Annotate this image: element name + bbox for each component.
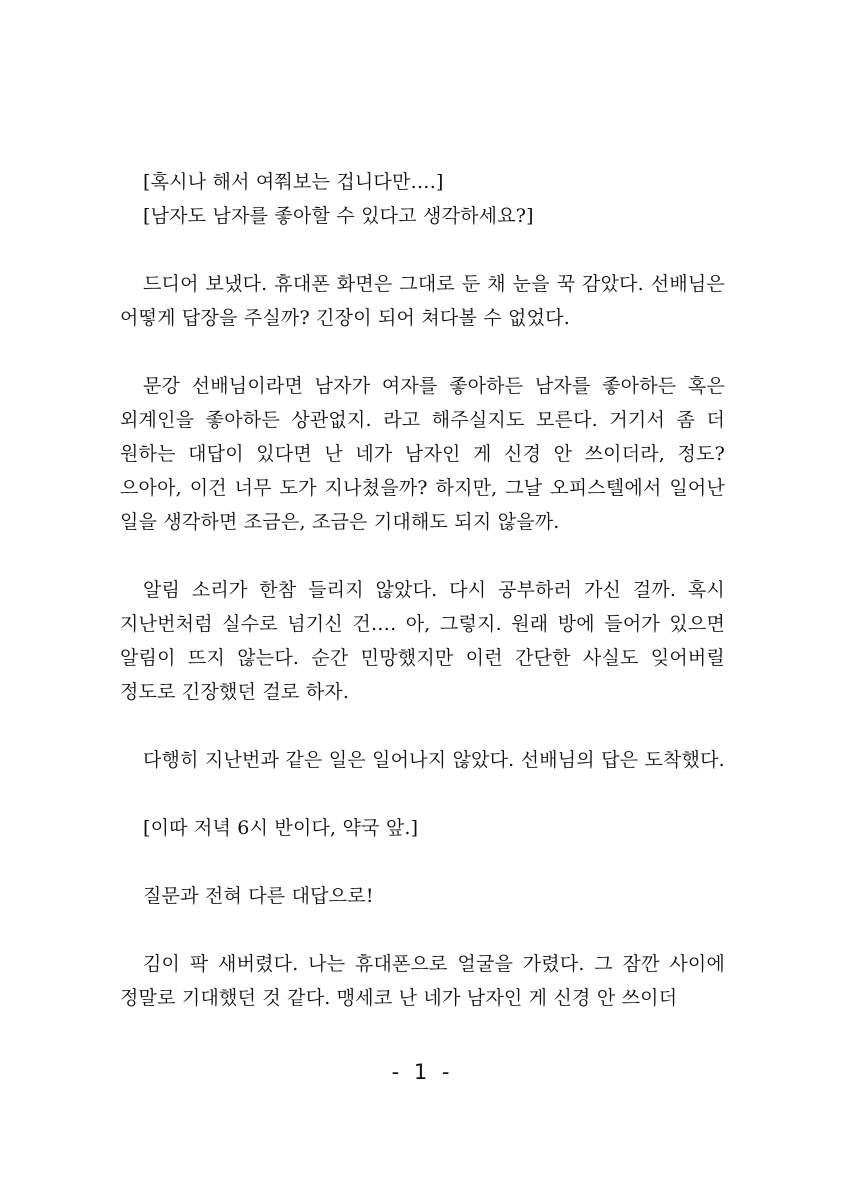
paragraph-reply-message: [이따 저녁 6시 반이다, 약국 앞.] [143, 817, 419, 839]
paragraph-message-2: [남자도 남자를 좋아할 수 있다고 생각하세요?] [143, 205, 534, 227]
paragraph-6: 다행히 지난번과 같은 일은 일어나지 않았다. 선배님의 답은 도착했다. [143, 749, 725, 771]
paragraph-message-1: [혹시나 해서 여쭤보는 겁니다만….] [143, 171, 444, 193]
paragraph-8: 질문과 전혀 다른 대답으로! [143, 885, 374, 907]
body-text [120, 165, 725, 1015]
paragraph-3: 드디어 보냈다. 휴대폰 화면은 그대로 둔 채 눈을 꾹 감았다. 선배님은 어떻게 답장을 주실까? 긴장이 되어 쳐다볼 수 없었다. [120, 273, 725, 329]
paragraph-5: 알림 소리가 한참 들리지 않았다. 다시 공부하러 가신 걸까. 혹시 지난번처럼 실수로 넘기신 건…. 아, 그렇지. 원래 방에 들어가 있으면 알림이 뜨지 않는다. 순간 민망했지만 이런 간단한 사실도 잊어버릴 정도로 긴장했던 걸로 하자. [120, 579, 725, 703]
paragraph-9: 김이 팍 새버렸다. 나는 휴대폰으로 얼굴을 가렸다. 그 잠깐 사이에 정말로 기대했던 것 같다. 맹세코 난 네가 남자인 게 신경 안 쓰이더 [120, 953, 725, 1009]
paragraph-4: 문강 선배님이라면 남자가 여자를 좋아하든 남자를 좋아하든 혹은 외계인을 좋아하든 상관없지. 라고 해주실지도 모른다. 거기서 좀 더 원하는 대답이 있다면 난 네가 남자인 게 신경 안 쓰이더라, 정도? 으아아, 이건 너무 도가 지나쳤을까? 하지만, 그날 오피스텔에서 일어난 일을 생각하면 조금은, 조금은 기대해도 되지 않을까. [120, 375, 725, 533]
page-number: - 1 - [391, 1060, 454, 1084]
